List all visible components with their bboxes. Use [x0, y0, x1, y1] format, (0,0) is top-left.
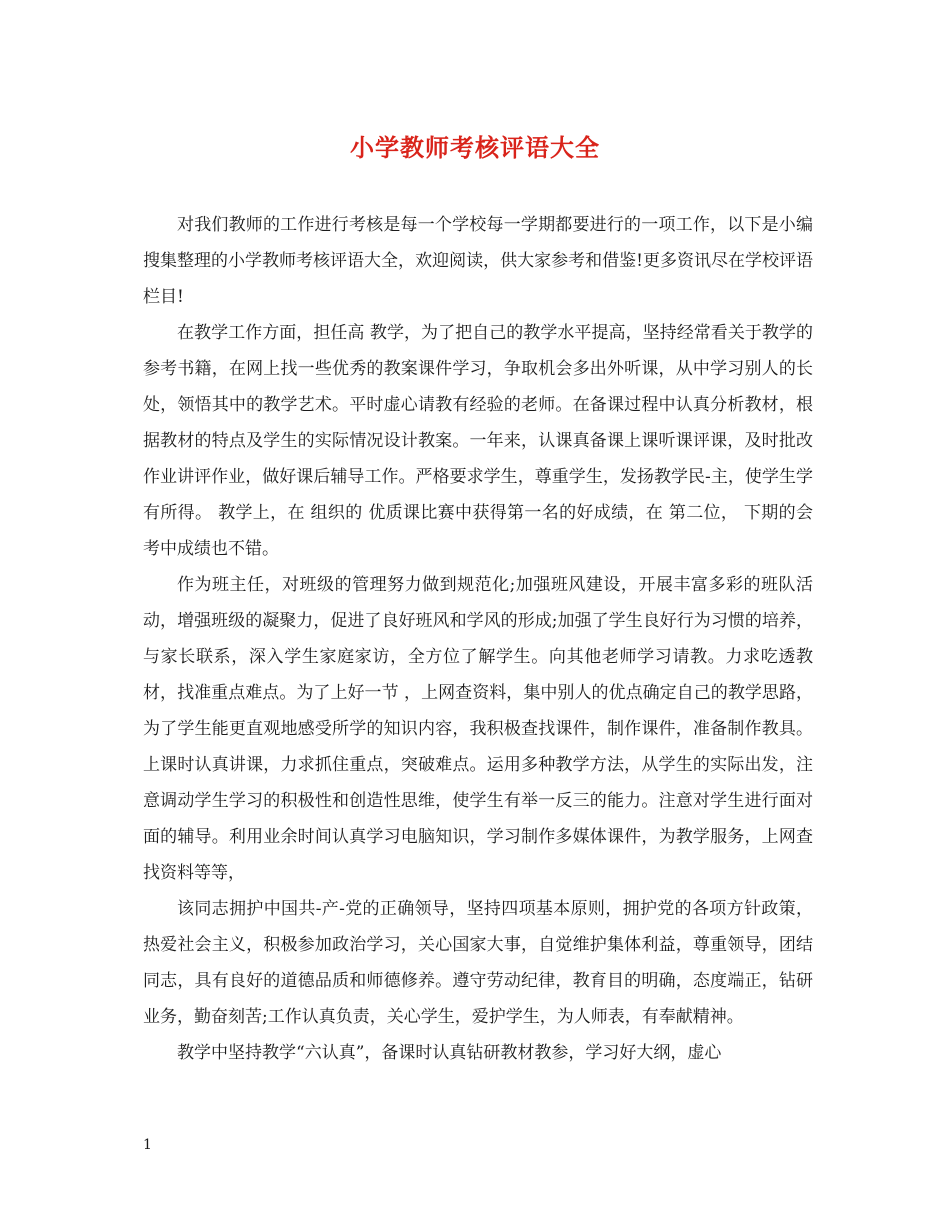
document-body — [143, 207, 813, 1071]
document-title: 小学教师考核评语大全 — [350, 133, 600, 162]
paragraph-class-teacher: 作为班主任，对班级的管理努力做到规范化;加强班风建设，开展丰富多彩的班队活动，增强班级的凝聚力，促进了良好班风和学风的形成;加强了学生良好行为习惯的培养，与家长联系，深入学生家庭家访，全方位了解学生。向其他老师学习请教。力求吃透教材，找准重点难点。为了上好一节 ，上网查资料，集中别人的优点确定自己的教学思路，为了学生能更直观地感受所学的知识内容，我积极查找课件，制作课件，准备制作教具。上课时认真讲课，力求抓住重点，突破难点。运用多种教学方法，从学生的实际出发，注意调动学生学习的积极性和创造性思维，使学生有举一反三的能力。注意对学生进行面对面的辅导。利用业余时间认真学习电脑知识，学习制作多媒体课件，为教学服务，上网查找资料等等， — [143, 575, 813, 883]
paragraph-intro: 对我们教师的工作进行考核是每一个学校每一学期都要进行的一项工作，以下是小编搜集整理的小学教师考核评语大全，欢迎阅读，供大家参考和借鉴!更多资讯尽在学校评语栏目! — [143, 215, 813, 307]
paragraph-teaching-work: 在教学工作方面，担任高 教学，为了把自己的教学水平提高，坚持经常看关于教学的参考书籍，在网上找一些优秀的教案课件学习，争取机会多出外听课，从中学习别人的长处，领悟其中的教学艺术。平时虚心请教有经验的老师。在备课过程中认真分析教材，根据教材的特点及学生的实际情况设计教案。一年来，认课真备课上课听课评课，及时批改作业讲评作业，做好课后辅导工作。严格要求学生，尊重学生，发扬教学民-主，使学生学有所得。 教学上，在 组织的 优质课比赛中获得第一名的好成绩，在 第二位， 下期的会考中成绩也不错。 — [143, 323, 813, 559]
paragraph-political-attitude: 该同志拥护中国共-产-党的正确领导，坚持四项基本原则，拥护党的各项方针政策，热爱社会主义，积极参加政治学习，关心国家大事，自觉维护集体利益，尊重领导，团结同志，具有良好的道德品质和师德修养。遵守劳动纪律，教育目的明确，态度端正，钻研业务，勤奋刻苦;工作认真负责，关心学生，爱护学生，为人师表，有奉献精神。 — [143, 899, 813, 1027]
page-number: 1 — [143, 1137, 152, 1153]
paragraph-six-seriousness: 教学中坚持教学“六认真”，备课时认真钻研教材教参，学习好大纲，虚心 — [177, 1043, 722, 1063]
